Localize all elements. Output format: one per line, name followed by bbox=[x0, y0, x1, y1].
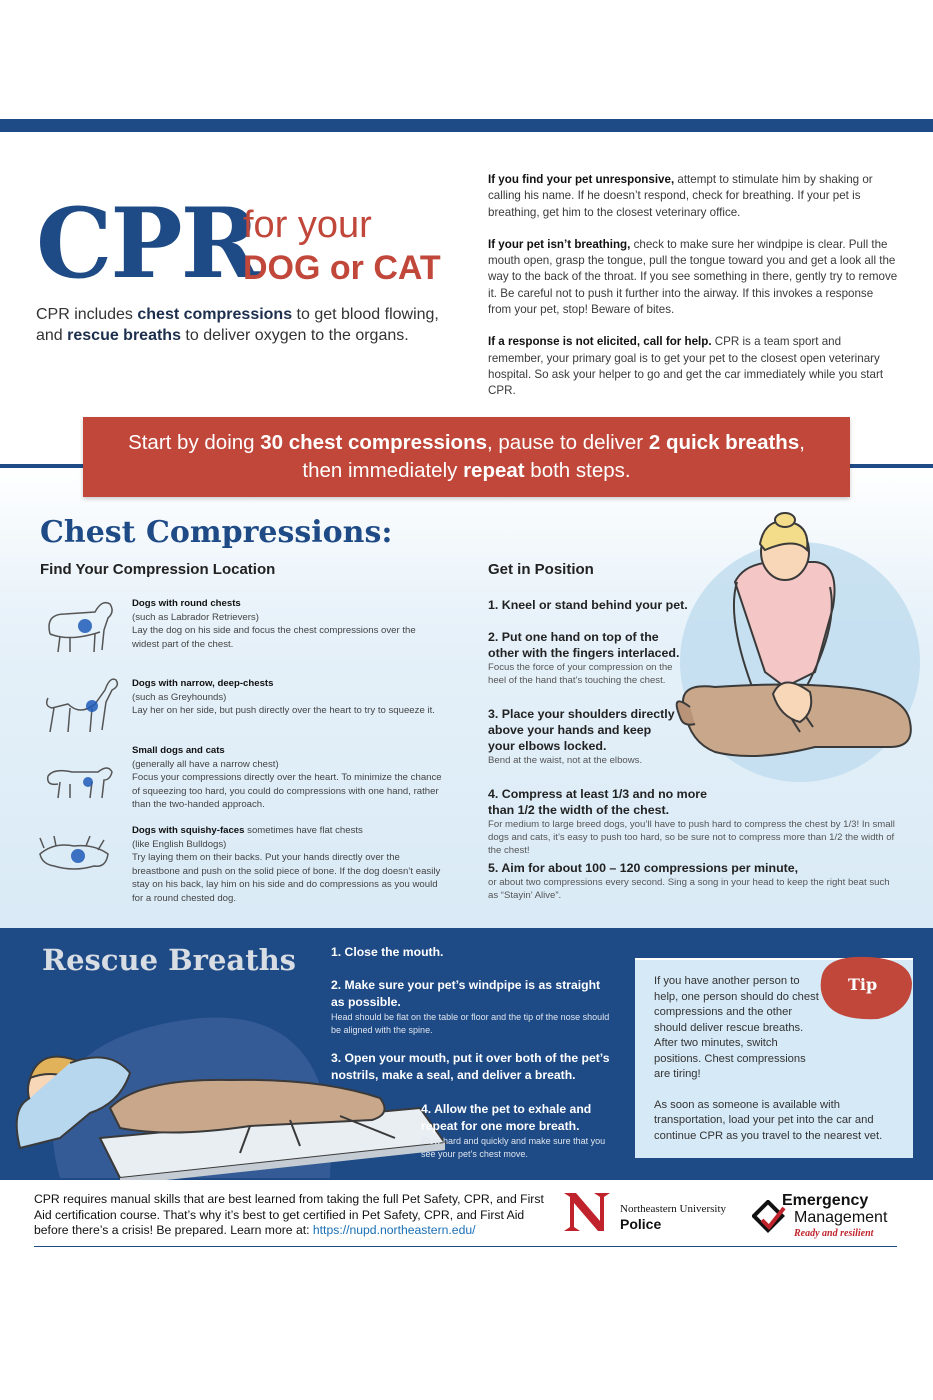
position-step-1: 1. Kneel or stand behind your pet. bbox=[488, 598, 688, 612]
deep-chest-dog-icon bbox=[40, 668, 122, 736]
chest-compression-illustration bbox=[665, 512, 933, 788]
instruction-banner: Start by doing 30 chest compressions, pause to deliver 2 quick breaths, then immediately repeat both steps. bbox=[83, 417, 850, 497]
para-not-breathing: If your pet isn’t breathing, check to make sure her windpipe is clear. Pull the mouth open, grasp the tongue, pull the tongue toward you and get a look all the way to the back of the throat. If you see something in there, gently try to remove it. Be careful not to push it further into the airway. If this invokes a response from your pet, stop! Beware of bites. bbox=[488, 237, 898, 317]
round-chest-dog-icon bbox=[40, 594, 118, 656]
small-dog-cat-icon bbox=[42, 758, 114, 802]
position-step-5: 5. Aim for about 100 – 120 compressions per minute, or about two compressions every second. Sing a song in your head to keep the right beat such as “Stayin’ Alive”. bbox=[488, 861, 890, 901]
position-step-3: 3. Place your shoulders directly above your hands and keep your elbows locked. Bend at the waist, not at the elbows. bbox=[488, 707, 675, 766]
em-subtitle: Management bbox=[794, 1209, 888, 1226]
top-rule bbox=[0, 119, 933, 132]
nu-police: Police bbox=[620, 1216, 662, 1232]
footer-link[interactable]: https://nupd.northeastern.edu/ bbox=[312, 1223, 476, 1237]
squishy-face-dog-icon bbox=[34, 832, 114, 878]
em-tagline: Ready and resilient bbox=[794, 1228, 874, 1239]
footer-rule bbox=[34, 1246, 897, 1247]
location-squishy-face: Dogs with squishy-faces sometimes have flat chests (like English Bulldogs) Try laying them on their backs. Put your hands directly over the breastbone and push on the solid piece of bone. If the dog doesn’t easily stay on his back, lay him on his side and do compressions as you would for a round chested dog. bbox=[132, 825, 441, 904]
northeastern-n-logo bbox=[562, 1189, 614, 1233]
find-location-heading: Find Your Compression Location bbox=[40, 561, 276, 578]
unresponsive-instructions bbox=[488, 172, 898, 416]
rescue-breaths-title: Rescue Breaths bbox=[42, 943, 297, 977]
intro-text: CPR includes chest compressions to get blood flowing, and rescue breaths to deliver oxygen to the organs. bbox=[36, 306, 439, 344]
para-unresponsive: If you find your pet unresponsive, attempt to stimulate him by shaking or calling his name. If he doesn’t respond, check for breathing. If your pet is breathing, get him to the closest veterinary office. bbox=[488, 173, 873, 219]
get-in-position-heading: Get in Position bbox=[488, 561, 594, 578]
title-for-your: for your bbox=[243, 204, 372, 246]
para-call-help: If a response is not elicited, call for help. CPR is a team sport and remember, your primary goal is to get your pet to the closest open veterinary hospital. So ask your helper to go and get the car immediately while you start CPR. bbox=[488, 335, 884, 398]
em-title: Emergency bbox=[782, 1192, 869, 1209]
rescue-step-4: 4. Allow the pet to exhale and repeat for one more breath. Blow hard and quickly and make sure that you see your pet’s chest move. bbox=[421, 1102, 606, 1159]
rescue-step-3: 3. Open your mouth, put it over both of the pet’s nostrils, make a seal, and deliver a breath. bbox=[331, 1051, 610, 1082]
footer-text: CPR requires manual skills that are best learned from taking the full Pet Safety, CPR, and First Aid certification course. That’s why it’s best to get certified in Pet Safety, CPR, and First Aid before there’s a crisis! Be prepared. Learn more at: https://nupd.northeastern.edu/ bbox=[34, 1192, 544, 1237]
tip-label: Tip bbox=[848, 975, 878, 994]
title-dog-or-cat: DOG or CAT bbox=[243, 249, 441, 287]
position-step-2: 2. Put one hand on top of the other with the fingers interlaced. Focus the force of your compression on the heel of the hand that’s touching the chest. bbox=[488, 630, 680, 686]
location-deep-chest: Dogs with narrow, deep-chests (such as Greyhounds) Lay her on her side, but push directly over the heart to try to squeeze it. bbox=[132, 678, 435, 716]
position-step-4: 4. Compress at least 1/3 and no more than 1/2 the width of the chest. For medium to large breed dogs, you’ll have to push hard to compress the chest by 1/3! In small dogs and cats, it’s easy to push too hard, so be sure not to compress more than 1/2 the width of the chest! bbox=[488, 787, 895, 856]
tip-text: If you have another person to help, one person should do chest compressions and the other should deliver rescue breaths. After two minutes, switch positions. Chest compressions are tiring! As soon as someone is available with transportation, load your pet into the car and continue CPR as you travel to the nearest vet. bbox=[654, 975, 883, 1142]
location-round-chest: Dogs with round chests (such as Labrador Retrievers) Lay the dog on his side and focus the chest compressions over the widest part of the chest. bbox=[132, 598, 416, 650]
rescue-step-2: 2. Make sure your pet’s windpipe is as straight as possible. Head should be flat on the table or floor and the tip of the nose should be aligned with the spine. bbox=[331, 978, 610, 1035]
nu-name: Northeastern University bbox=[620, 1203, 726, 1215]
chest-compressions-title: Chest Compressions: bbox=[40, 515, 393, 550]
location-small-dogs-cats: Small dogs and cats (generally all have a narrow chest) Focus your compressions directly over the heart. To minimize the chance of squeezing too hard, you could do compressions with one hand, rather than the two-handed approach. bbox=[132, 745, 442, 810]
rescue-step-1: 1. Close the mouth. bbox=[331, 945, 444, 959]
title-cpr: CPR bbox=[36, 187, 259, 300]
